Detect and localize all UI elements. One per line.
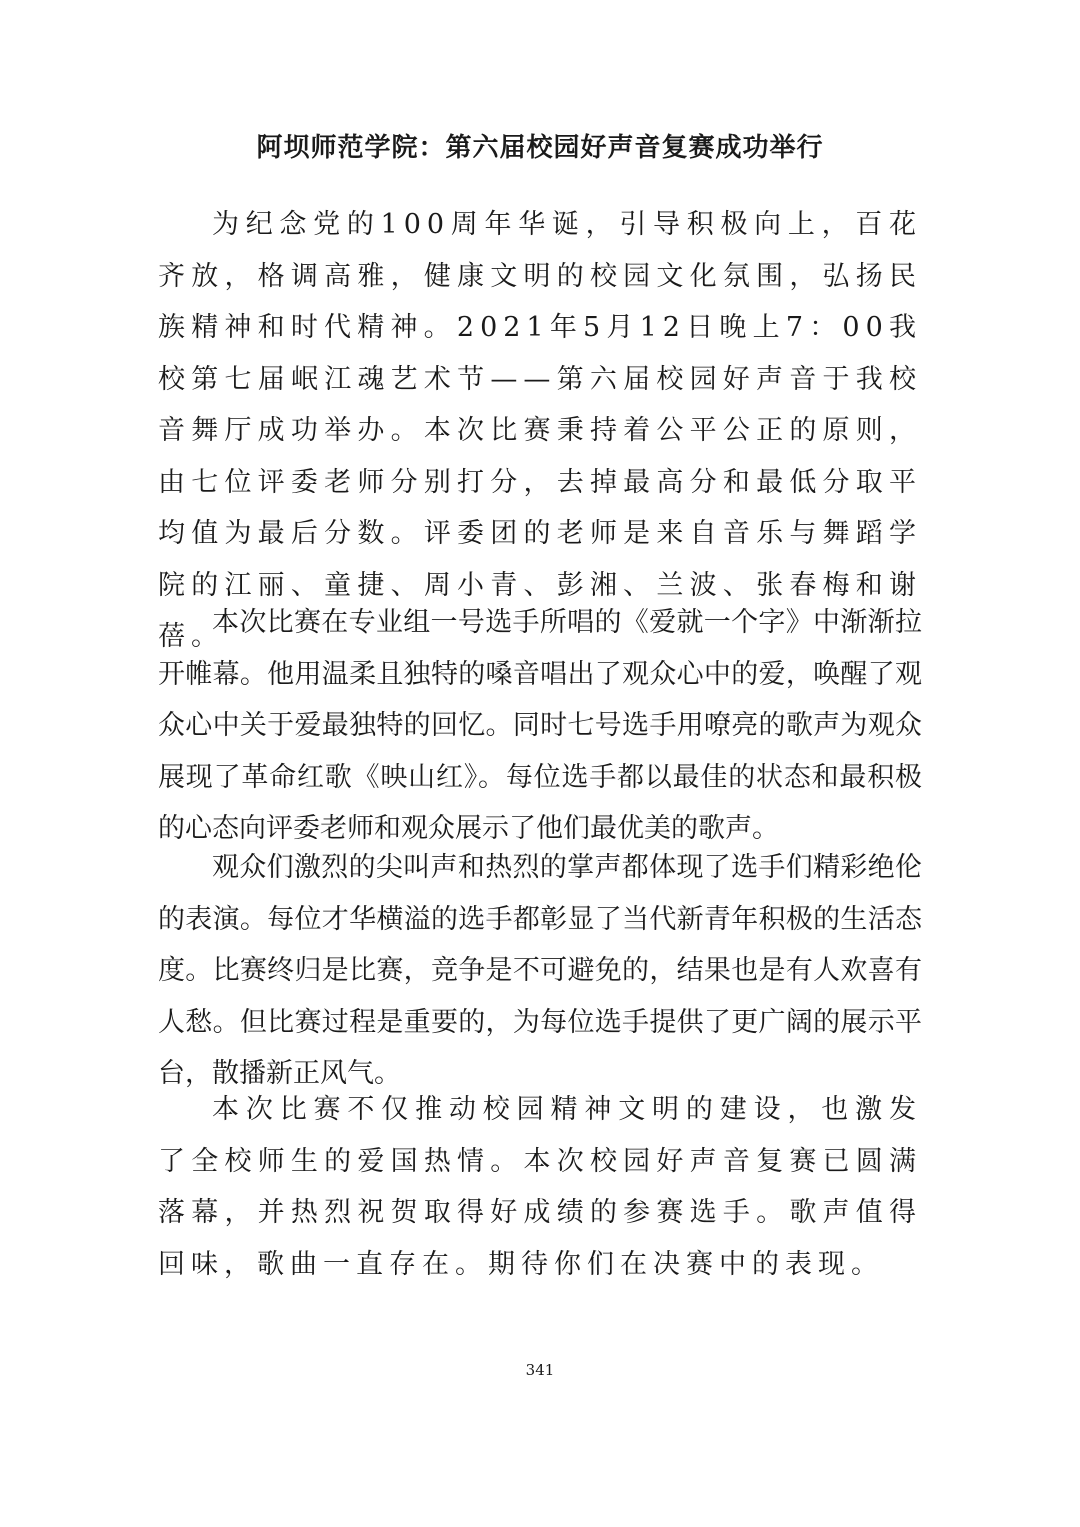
paragraph-4: 本次比赛不仅推动校园精神文明的建设，也激发了全校师生的爱国热情。本次校园好声音复赛已圆满落幕，并热烈祝贺取得好成绩的参赛选手。歌声值得回味，歌曲一直存在。期待你们在决赛中的表现。	[158, 1094, 922, 1280]
paragraph-3: 观众们激烈的尖叫声和热烈的掌声都体现了选手们精彩绝伦的表演。每位才华横溢的选手都彰显了当代新青年积极的生活态度。比赛终归是比赛，竞争是不可避免的，结果也是有人欢喜有人愁。但比赛过程是重要的，为每位选手提供了更广阔的展示平台，散播新正风气。	[158, 852, 922, 1089]
paragraph-2: 本次比赛在专业组一号选手所唱的《爱就一个字》中渐渐拉开帷幕。他用温柔且独特的嗓音唱出了观众心中的爱，唤醒了观众心中关于爱最独特的回忆。同时七号选手用嘹亮的歌声为观众展现了革命红歌《映山红》。每位选手都以最佳的状态和最积极的心态向评委老师和观众展示了他们最优美的歌声。	[158, 607, 922, 844]
page-number: 341	[525, 1361, 555, 1379]
article-title: 阿坝师范学院：第六届校园好声音复赛成功举行	[256, 133, 824, 163]
paragraph-1: 为纪念党的100周年华诞，引导积极向上，百花齐放，格调高雅，健康文明的校园文化氛围，弘扬民族精神和时代精神。2021年5月12日晚上7：00我校第七届岷江魂艺术节——第六届校园好声音于我校音舞厅成功举办。本次比赛秉持着公平公正的原则，由七位评委老师分别打分，去掉最高分和最低分取平均值为最后分数。评委团的老师是来自音乐与舞蹈学院的江丽、童捷、周小青、彭湘、兰波、张春梅和谢蓓。	[158, 209, 922, 652]
